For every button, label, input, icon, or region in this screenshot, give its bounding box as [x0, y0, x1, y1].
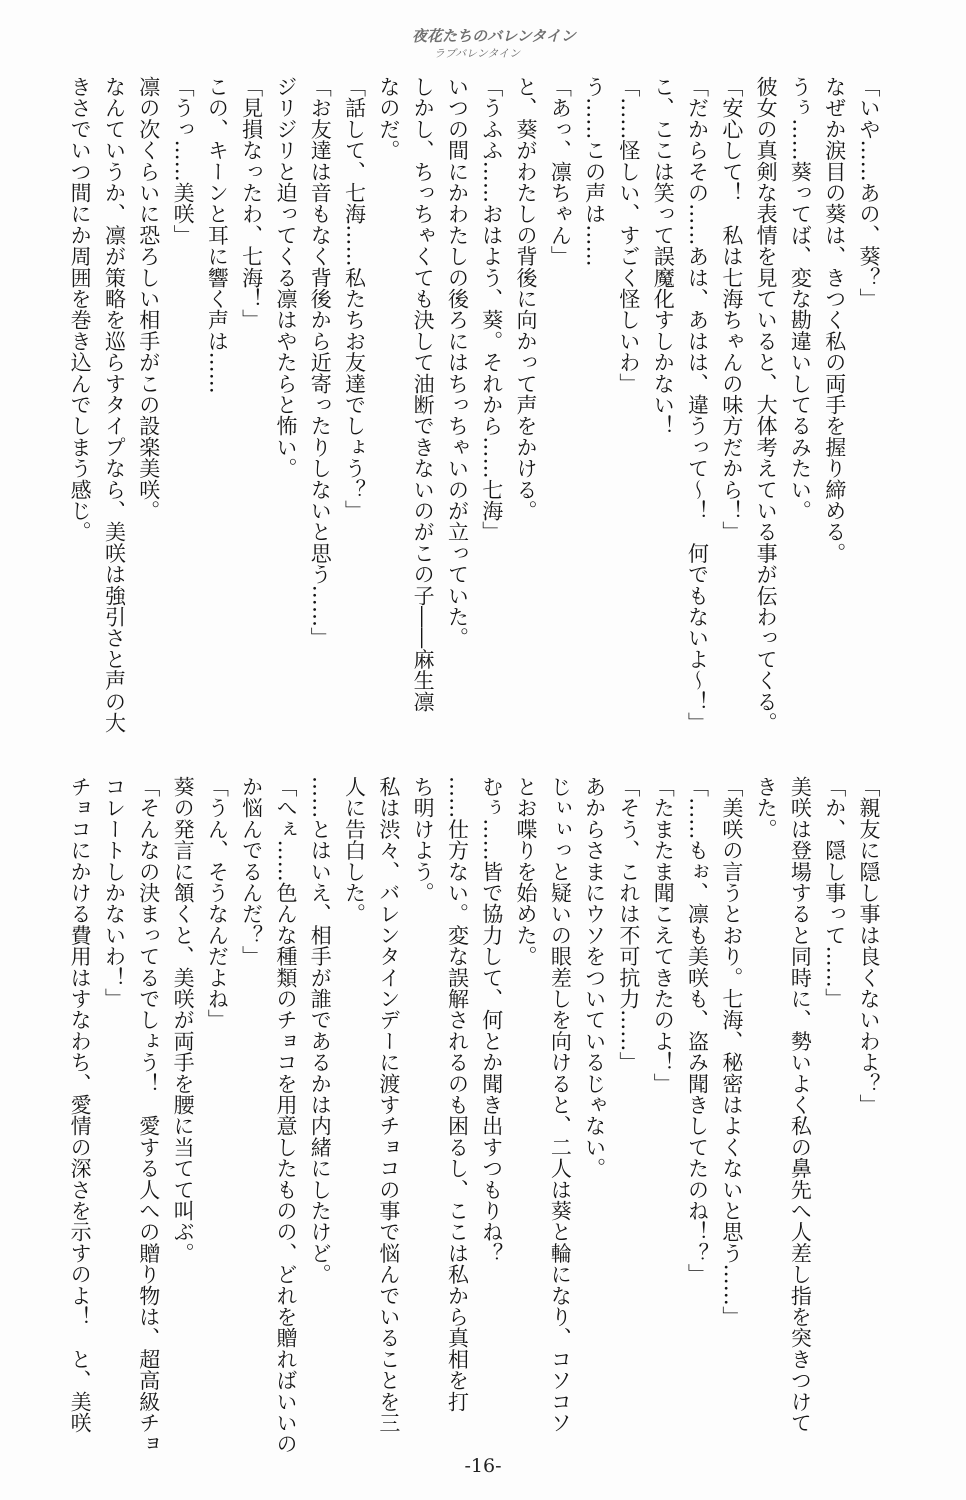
text-line: ……仕方ない。変な誤解されるのも困るし、ここは私から真相を打 [445, 776, 470, 1412]
text-line: 「そんなの決まってるでしょう！ 愛する人への贈り物は、超高級チョ [136, 776, 161, 1455]
text-line: きた。 [754, 776, 779, 840]
text-line: うぅ……葵ってば、変な勘違いしてるみたい。 [788, 76, 813, 522]
top-text-block [56, 76, 886, 736]
text-line: あからさまにウソをついているじゃない。 [582, 776, 607, 1179]
text-line: こ、ここは笑って誤魔化すしかない！ [651, 76, 676, 437]
text-line: なぜか涙目の葵は、きつく私の両手を握り締める。 [822, 76, 847, 564]
text-line: 「お友達は音もなく背後から近寄ったりしないと思う……」 [308, 76, 333, 649]
text-line: 「見損なったわ、七海！」 [239, 76, 264, 331]
text-line: むぅ……皆で協力して、何とか聞き出すつもりね？ [479, 776, 504, 1264]
text-line: じぃぃっと疑いの眼差しを向けると、二人は葵と輪になり、コソコソ [548, 776, 573, 1434]
text-line: ち明けよう。 [411, 776, 436, 904]
text-line: 「だからその……あは、あはは、違うって〜！ 何でもないよ〜！」 [685, 76, 710, 734]
text-line: しかし、ちっちゃくても決して油断できないのがこの子――麻生凛 [411, 76, 436, 712]
text-line: 「うふふ……おはよう、葵。それから……七海」 [479, 76, 504, 543]
text-line: 人に告白した。 [342, 776, 367, 925]
text-line: 「……もぉ、凛も美咲も、盗み聞きしてたのね！？」 [685, 776, 710, 1285]
text-line: か悩んでるんだ？」 [239, 776, 264, 967]
text-line: きさでいつ間にか周囲を巻き込んでしまう感じ。 [68, 76, 93, 543]
logo-title: 夜花たちのバレンタイン [412, 27, 576, 45]
text-line: と、葵がわたしの背後に向かって声をかける。 [514, 76, 539, 522]
header-logo [412, 26, 576, 70]
text-line: ……とはいえ、相手が誰であるかは内緒にしたけど。 [308, 776, 333, 1285]
page-number: -16- [464, 1455, 502, 1477]
text-line: 「うっ……美咲」 [171, 76, 196, 246]
text-line: 「話して、七海……私たちお友達でしょう？」 [342, 76, 367, 522]
text-line: なんていうか、凛が策略を巡らすタイプなら、美咲は強引さと声の大 [102, 76, 127, 734]
text-line: 「うん、そうなんだよね」 [205, 776, 230, 1031]
text-line: 「美咲の言うとおり。七海、秘密はよくないと思う……」 [719, 776, 744, 1328]
text-line: 葵の発言に頷くと、美咲が両手を腰に当てて叫ぶ。 [171, 776, 196, 1264]
text-line: 彼女の真剣な表情を見ていると、大体考えている事が伝わってくる。 [754, 76, 779, 734]
text-line: 私は渋々、バレンタインデーに渡すチョコの事で悩んでいることを三 [376, 776, 401, 1434]
text-line: 「か、隠し事って……」 [822, 776, 847, 1010]
text-line: 「たまたま聞こえてきたのよ！」 [651, 776, 676, 1094]
text-line: 「へぇ……色んな種類のチョコを用意したものの、どれを贈ればいいの [273, 776, 298, 1455]
text-line: この、キーンと耳に響く声は…… [205, 76, 230, 394]
text-line: いつの間にかわたしの後ろにはちっちゃいのが立っていた。 [445, 76, 470, 649]
text-line: 「いや……あの、葵？」 [857, 76, 881, 310]
bottom-text-block [56, 776, 886, 1455]
text-line: 「親友に隠し事は良くないわよ？」 [857, 776, 881, 1116]
logo-subtitle: ラブバレンタイン [433, 47, 521, 60]
text-line: ジリジリと迫ってくる凛はやたらと怖い。 [273, 76, 298, 479]
text-line: とお喋りを始めた。 [514, 776, 539, 967]
text-line: 「そう、これは不可抗力……」 [616, 776, 641, 1073]
text-line: 凛の次くらいに恐ろしい相手がこの設楽美咲。 [136, 76, 161, 522]
text-line: 「あっ、凛ちゃん」 [548, 76, 573, 267]
text-line: なのだ。 [376, 76, 401, 161]
text-line: 「……怪しい、すごく怪しいわ」 [616, 76, 641, 394]
text-line: コレートしかないわ！」 [102, 776, 127, 1010]
text-line: う……この声は…… [582, 76, 607, 267]
text-line: 「安心して！ 私は七海ちゃんの味方だから！」 [719, 76, 744, 543]
text-line: チョコにかける費用はすなわち、愛情の深さを示すのよ！ と、美咲 [68, 776, 93, 1434]
text-line: 美咲は登場すると同時に、勢いよく私の鼻先へ人差し指を突きつけて [788, 776, 813, 1434]
